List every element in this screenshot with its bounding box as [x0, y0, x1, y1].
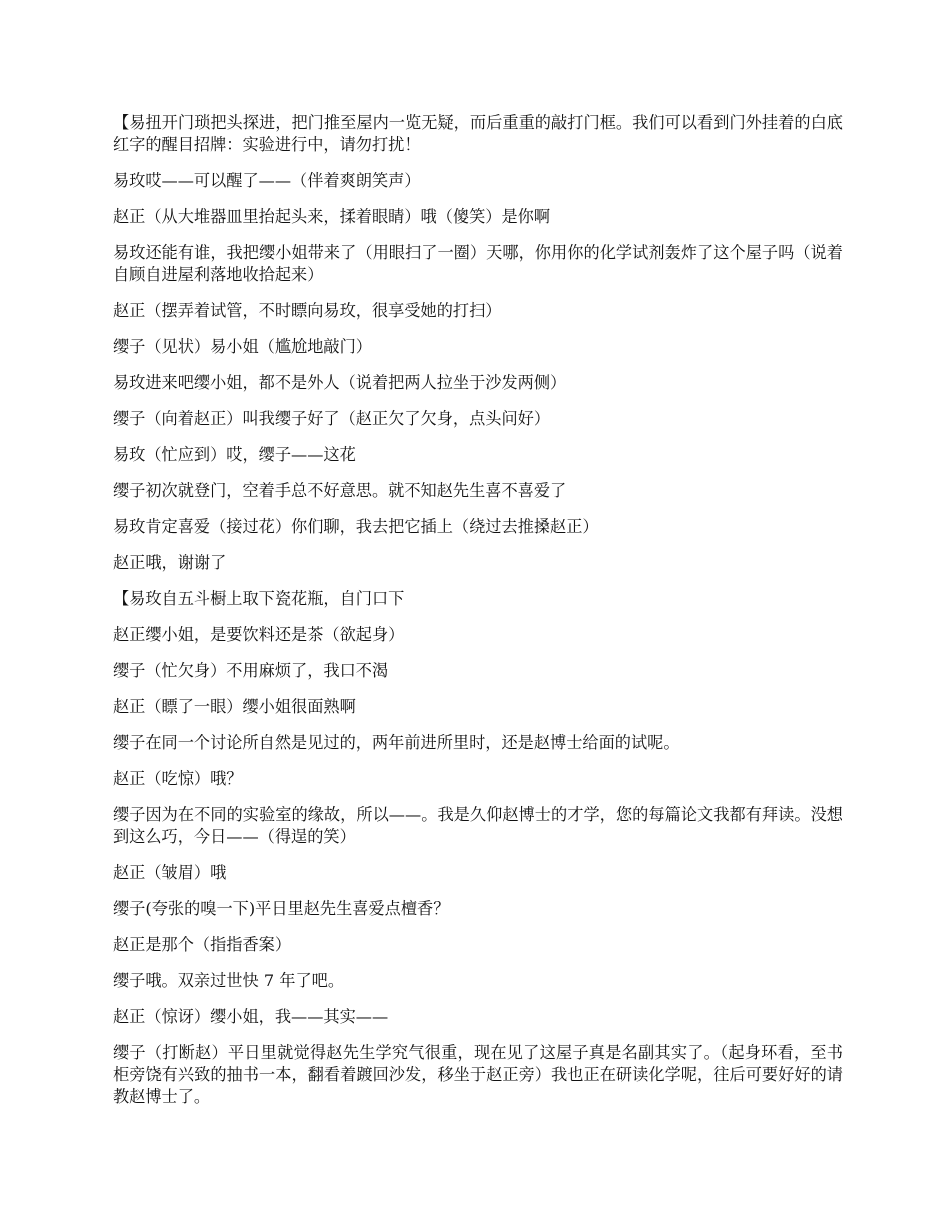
paragraph-6: 缨子（见状）易小姐（尴尬地敲门） [113, 337, 372, 356]
paragraph-24: 赵正（惊讶）缨小姐，我——其实—— [113, 1007, 389, 1026]
paragraph-15: 缨子（忙欠身）不用麻烦了，我口不渴 [113, 661, 389, 680]
paragraph-5: 赵正（摆弄着试管，不时瞟向易玫，很享受她的打扫） [113, 301, 502, 320]
paragraph-12: 赵正哦，谢谢了 [113, 553, 227, 572]
paragraph-10: 缨子初次就登门，空着手总不好意思。就不知赵先生喜不喜爱了 [113, 481, 567, 500]
paragraph-25: 缨子（打断赵）平日里就觉得赵先生学究气很重，现在见了这屋子真是名副其实了。（起身环看，至书柜旁饶有兴致的抽书一本，翻看着踱回沙发，移坐于赵正旁）我也正在研读化学呢，往后可要好好的请教赵博士了。 [113, 1043, 843, 1106]
paragraph-14: 赵正缨小姐，是要饮料还是茶（欲起身） [113, 625, 405, 644]
paragraph-1: 【易扭开门琐把头探进，把门推至屋内一览无疑，而后重重的敲打门框。我们可以看到门外挂着的白底红字的醒目招牌：实验进行中，请勿打扰！ [113, 113, 843, 154]
paragraph-19: 缨子因为在不同的实验室的缘故，所以——。我是久仰赵博士的才学，您的每篇论文我都有拜读。没想到这么巧，今日——（得逞的笑） [113, 805, 843, 846]
paragraph-8: 缨子（向着赵正）叫我缨子好了（赵正欠了欠身，点头问好） [113, 409, 551, 428]
paragraph-9: 易玫（忙应到）哎，缨子——这花 [113, 445, 356, 464]
paragraph-11: 易玫肯定喜爱（接过花）你们聊，我去把它插上（绕过去推搡赵正） [113, 517, 599, 536]
paragraph-4: 易玫还能有谁，我把缨小姐带来了（用眼扫了一圈）天哪，你用你的化学试剂轰炸了这个屋子吗（说着自顾自进屋利落地收拾起来） [113, 243, 843, 284]
paragraph-23: 缨子哦。双亲过世快 7 年了吧。 [113, 971, 345, 990]
paragraph-7: 易玫进来吧缨小姐，都不是外人（说着把两人拉坐于沙发两侧） [113, 373, 567, 392]
paragraph-17: 缨子在同一个讨论所自然是见过的，两年前进所里时，还是赵博士给面的试呢。 [113, 733, 680, 752]
paragraph-22: 赵正是那个（指指香案） [113, 935, 292, 954]
paragraph-21: 缨子(夸张的嗅一下)平日里赵先生喜爱点檀香？ [113, 899, 450, 918]
paragraph-18: 赵正（吃惊）哦？ [113, 769, 243, 788]
document-body [113, 112, 843, 1122]
paragraph-16: 赵正（瞟了一眼）缨小姐很面熟啊 [113, 697, 356, 716]
paragraph-2: 易玫哎——可以醒了——（伴着爽朗笑声） [113, 171, 421, 190]
paragraph-20: 赵正（皱眉）哦 [113, 863, 227, 882]
paragraph-3: 赵正（从大堆器皿里抬起头来，揉着眼睛）哦（傻笑）是你啊 [113, 207, 551, 226]
paragraph-13: 【易玫自五斗橱上取下瓷花瓶，自门口下 [113, 589, 405, 608]
